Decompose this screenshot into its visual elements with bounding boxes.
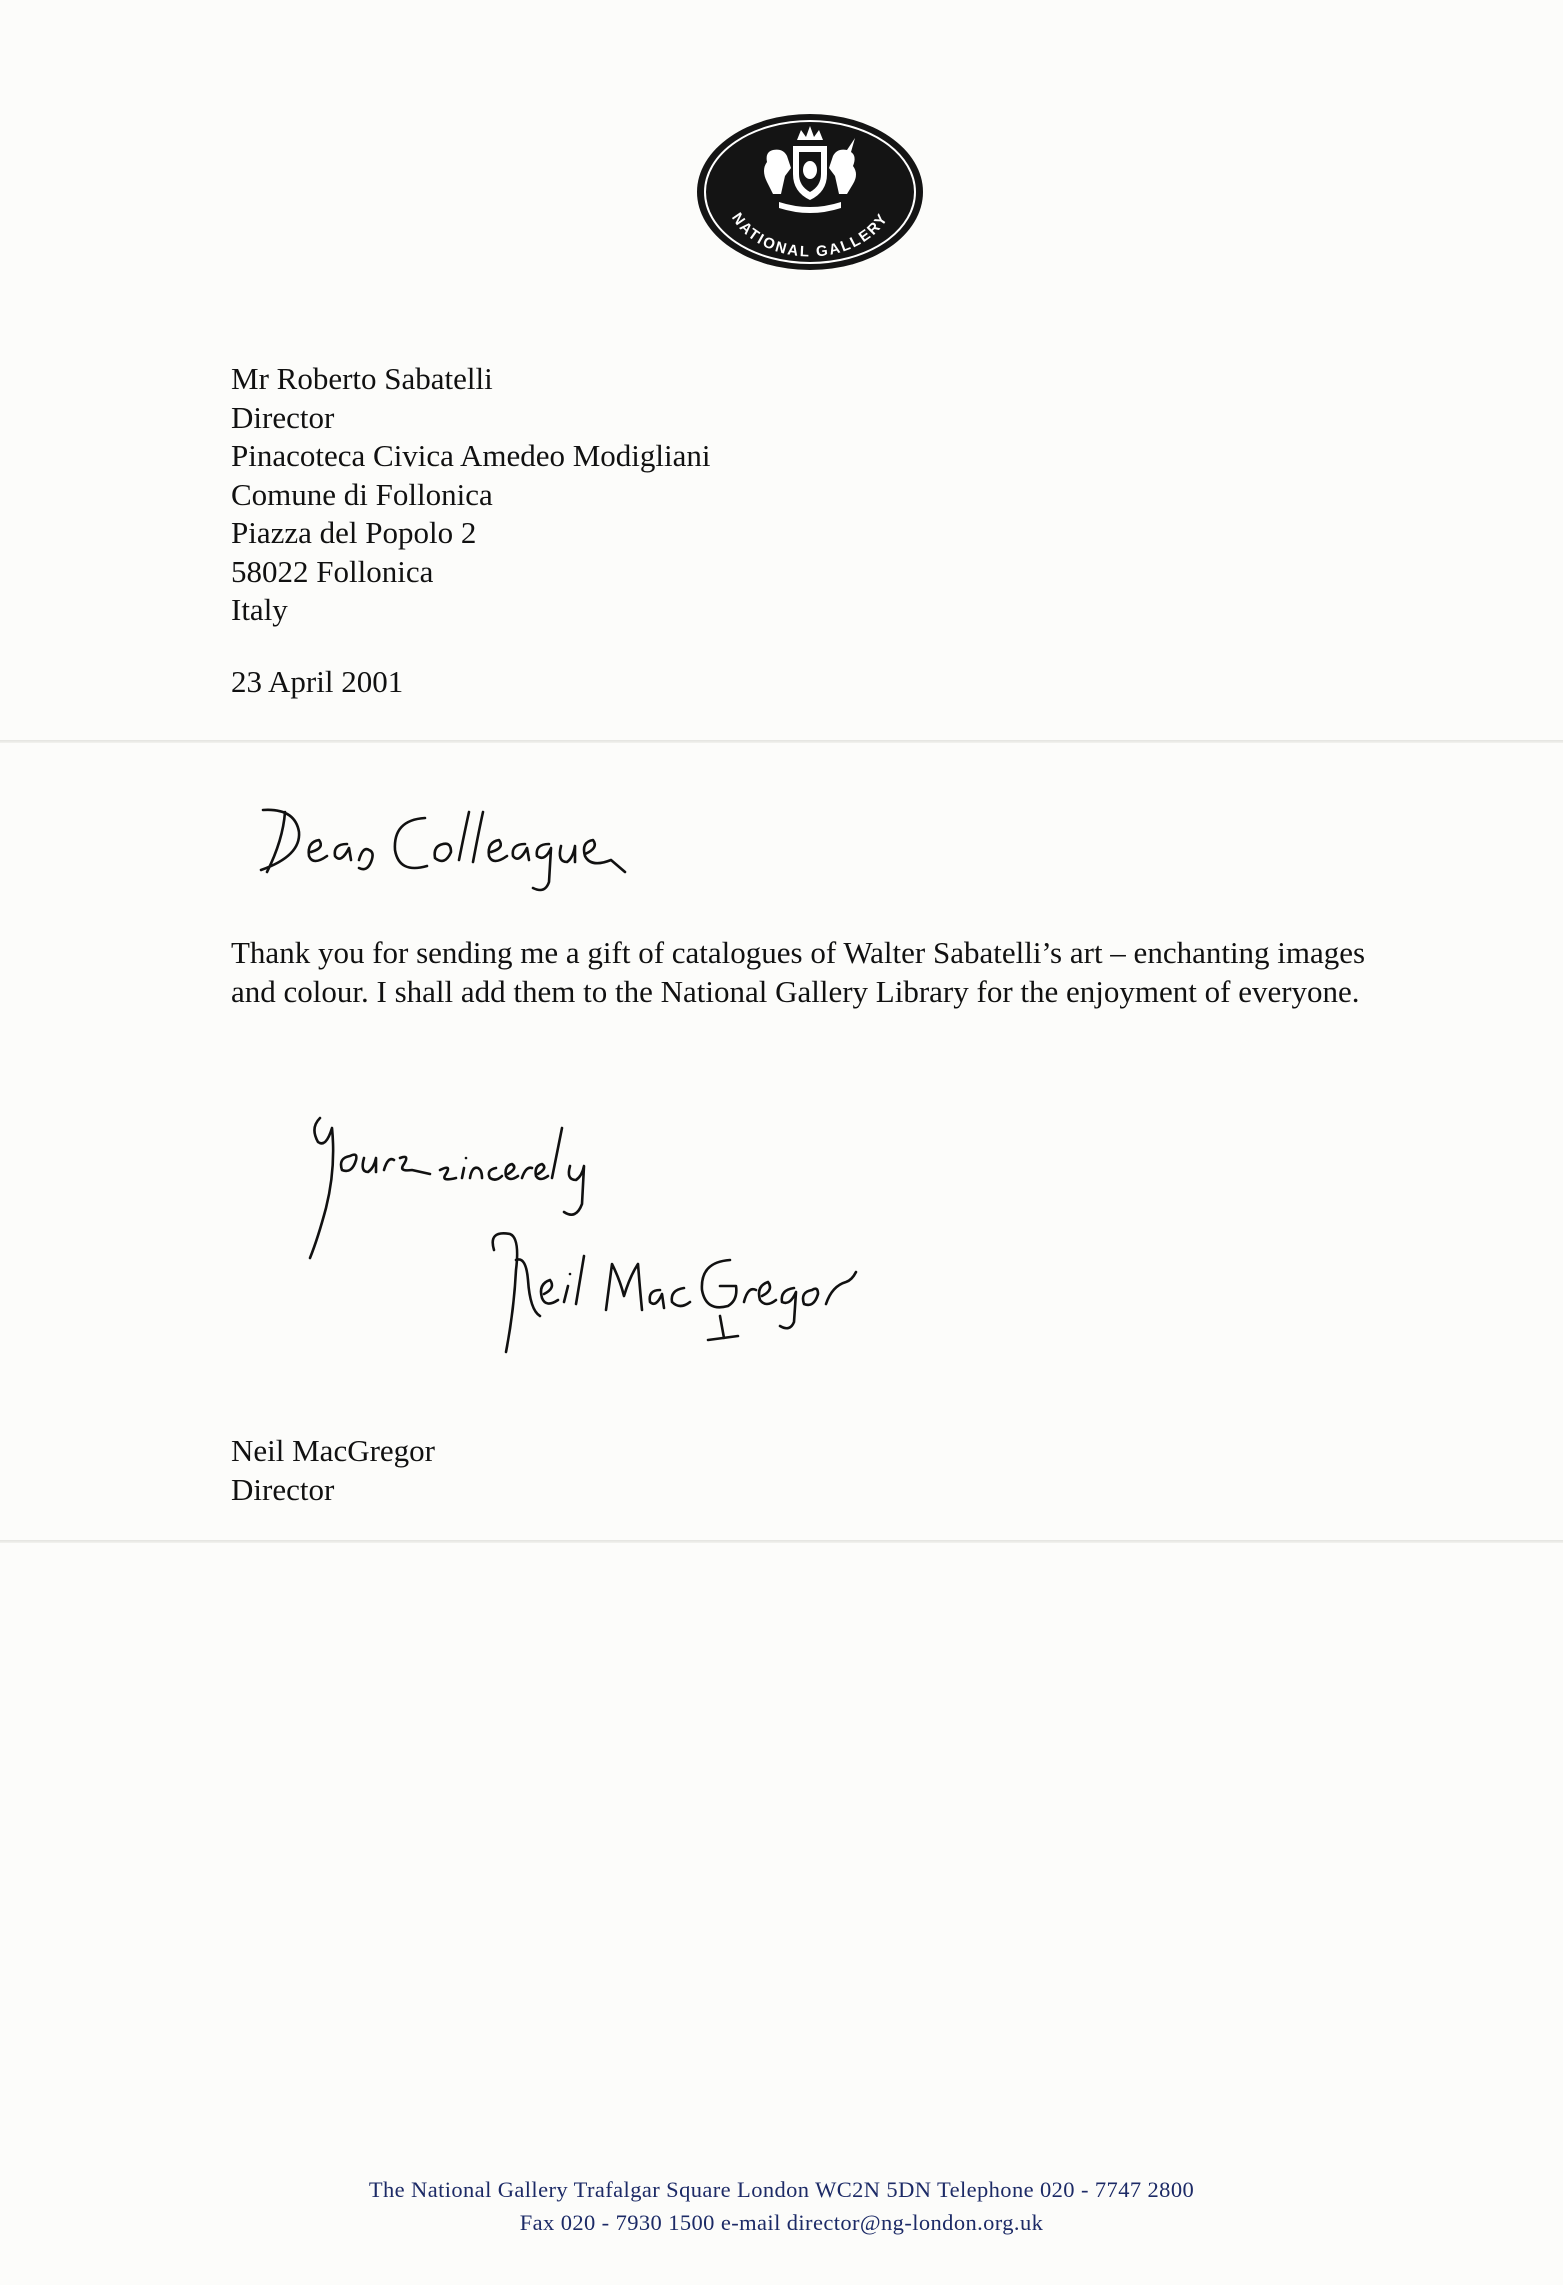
closing-text: Yours sincerely (300, 1266, 307, 1267)
recipient-address (231, 360, 711, 630)
recipient-line: Director (231, 399, 335, 435)
signature-text: Neil MacGregor (480, 1378, 487, 1379)
recipient-line: Italy (231, 592, 288, 627)
footer-address-line: The National Gallery Trafalgar Square London WC2N 5DN Telephone 020 - 7747 2800 (368, 2177, 1195, 2202)
signatory-block (231, 1432, 435, 1509)
logo-text: NATIONAL GALLERY (728, 209, 892, 261)
footer-contact-line: Fax 020 - 7930 1500 e-mail director@ng-london.org.uk (519, 2210, 1044, 2235)
letter-date: 23 April 2001 (231, 664, 404, 699)
handwritten-signature (480, 1220, 940, 1380)
letter-body: Thank you for sending me a gift of catalogues of Walter Sabatelli’s art – enchanting images and colour. I shall add them to the National Gallery Library for the enjoyment of everyone. (231, 935, 1366, 1009)
signatory-name: Neil MacGregor (231, 1433, 435, 1468)
national-gallery-logo (695, 112, 925, 272)
salutation-text: Dear Colleague (255, 898, 262, 899)
recipient-line: Mr Roberto Sabatelli (231, 361, 493, 396)
fold-line-lower (0, 1540, 1563, 1543)
recipient-line: Piazza del Popolo 2 (231, 515, 477, 550)
recipient-line: Comune di Follonica (231, 476, 493, 512)
handwritten-salutation (255, 790, 685, 900)
fold-line-upper (0, 740, 1563, 743)
recipient-line: Pinacoteca Civica Amedeo Modigliani (231, 438, 711, 473)
signatory-title: Director (231, 1471, 335, 1507)
recipient-line: 58022 Follonica (231, 553, 434, 589)
